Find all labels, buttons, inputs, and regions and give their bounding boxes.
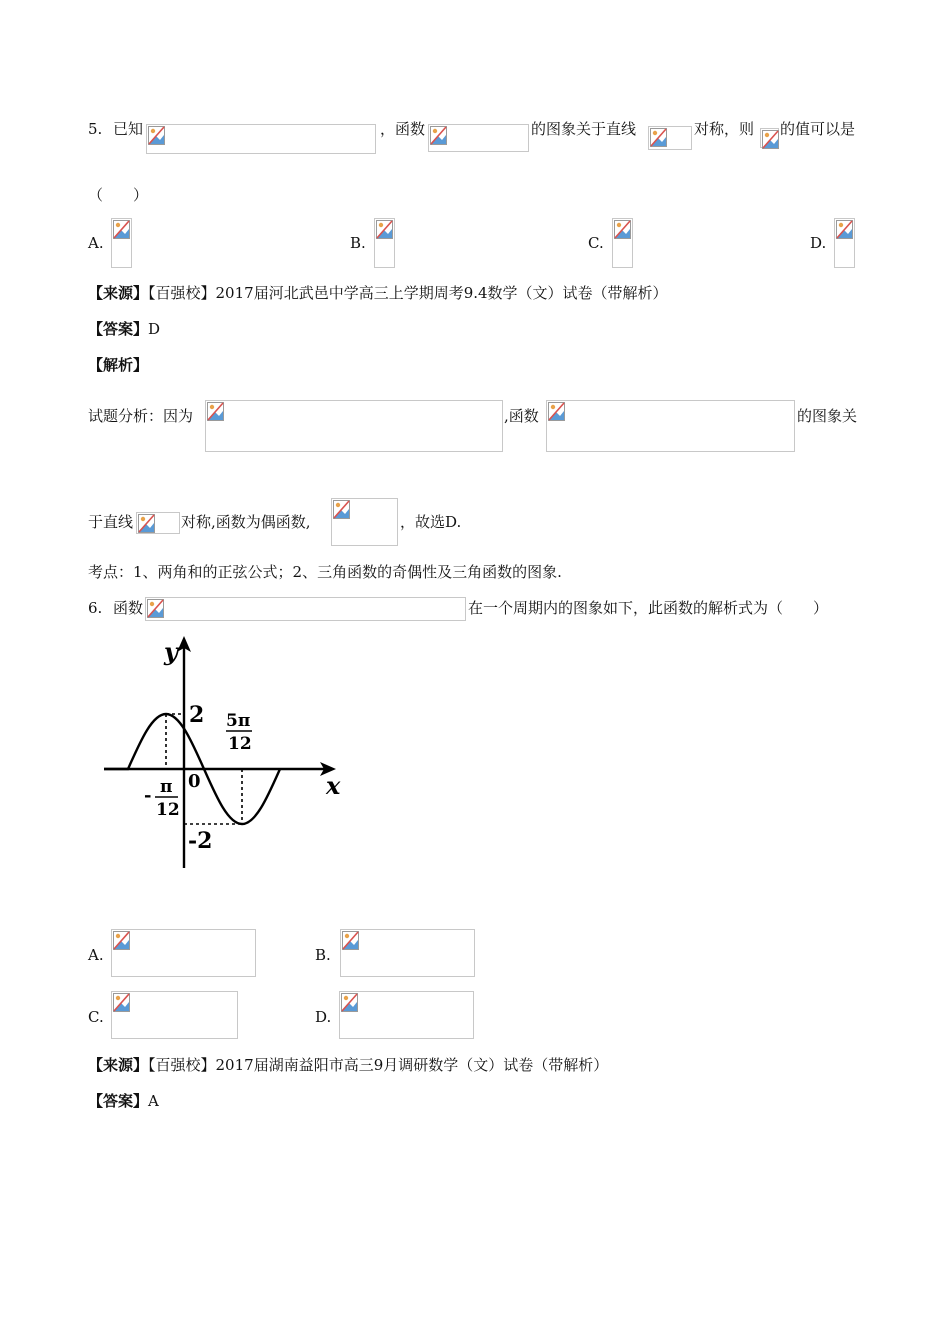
broken-image-icon xyxy=(430,126,447,145)
broken-image-icon xyxy=(614,220,631,239)
q5-stem xyxy=(88,118,102,140)
broken-image-icon xyxy=(341,993,358,1012)
q5-option-d-image xyxy=(834,218,855,268)
q5-analysis-text-6: ，故选D. xyxy=(400,513,462,531)
broken-image-icon xyxy=(113,993,130,1012)
q6-option-c-label: C. xyxy=(88,1008,104,1026)
label-five-pi: 5π xyxy=(226,711,251,731)
q5-analysis-text-3: 的图象关 xyxy=(797,407,858,425)
broken-image-icon xyxy=(147,599,164,618)
q5-formula-image-3 xyxy=(648,126,692,150)
q6-option-a-image xyxy=(111,929,256,977)
broken-image-icon xyxy=(650,128,667,147)
q5-kaodian: 考点：1、两角和的正弦公式；2、三角函数的奇偶性及三角函数的图象. xyxy=(88,563,562,581)
q6-answer: 【答案】A xyxy=(88,1092,159,1110)
broken-image-icon xyxy=(148,126,165,145)
broken-image-icon xyxy=(113,220,130,239)
q5-paren: （ ） xyxy=(88,186,149,204)
q5-option-d-label: D. xyxy=(810,234,827,252)
q6-number: 6. xyxy=(88,599,103,617)
q5-text-4: 对称，则 xyxy=(694,120,755,138)
q5-text-5: 的值可以是 xyxy=(780,120,856,138)
q6-option-a-label: A. xyxy=(88,946,104,964)
label-twelve-left: 12 xyxy=(156,800,180,820)
broken-image-icon xyxy=(138,514,155,533)
q5-analysis-image-3 xyxy=(136,512,180,534)
q6-option-c-image xyxy=(111,991,238,1039)
label-neg-sign: - xyxy=(144,785,152,806)
broken-image-icon xyxy=(762,130,779,149)
q6-option-d-label: D. xyxy=(315,1008,332,1026)
q6-sine-graph xyxy=(98,632,358,872)
q5-answer: 【答案】D xyxy=(88,320,161,338)
q5-analysis-image-1 xyxy=(205,400,503,452)
q5-option-c-image xyxy=(612,218,633,268)
q6-text-2: 在一个周期内的图象如下，此函数的解析式为（ ） xyxy=(468,599,829,617)
q5-option-b-image xyxy=(374,218,395,268)
broken-image-icon xyxy=(548,402,565,421)
q5-formula-image-2 xyxy=(428,124,529,152)
q6-option-b-image xyxy=(340,929,475,977)
q5-option-a-label: A. xyxy=(88,234,104,252)
q5-analysis-heading: 【解析】 xyxy=(88,356,149,374)
label-pi-left: π xyxy=(160,777,173,797)
q6-option-b-label: B. xyxy=(315,946,331,964)
q5-analysis-image-2 xyxy=(546,400,795,452)
q6-source: 【来源】【百强校】2017届湖南益阳市高三9月调研数学（文）试卷（带解析） xyxy=(88,1056,609,1074)
q5-analysis-text-4: 于直线 xyxy=(88,513,134,531)
q5-source: 【来源】【百强校】2017届河北武邑中学高三上学期周考9.4数学（文）试卷（带解析） xyxy=(88,284,668,302)
q5-option-c-label: C. xyxy=(588,234,604,252)
q5-text-1: 已知 xyxy=(113,120,144,138)
q6-formula-image xyxy=(145,597,466,621)
q5-number: 5. xyxy=(88,120,103,138)
broken-image-icon xyxy=(376,220,393,239)
q5-analysis-text-2: ,函数 xyxy=(504,407,539,425)
label-zero: 0 xyxy=(188,771,201,792)
label-two: 2 xyxy=(189,702,205,728)
label-neg-two: -2 xyxy=(188,828,213,854)
q5-formula-image-4 xyxy=(760,128,779,148)
broken-image-icon xyxy=(836,220,853,239)
q6-option-d-image xyxy=(339,991,474,1039)
broken-image-icon xyxy=(333,500,350,519)
q5-option-b-label: B. xyxy=(350,234,366,252)
q5-formula-image-1 xyxy=(146,124,376,154)
y-axis-label: y xyxy=(164,637,178,666)
q5-option-a-image xyxy=(111,218,132,268)
broken-image-icon xyxy=(113,931,130,950)
broken-image-icon xyxy=(207,402,224,421)
label-twelve-right: 12 xyxy=(228,734,252,754)
q6-text-1: 函数 xyxy=(113,599,144,617)
q5-text-3: 的图象关于直线 xyxy=(531,120,637,138)
broken-image-icon xyxy=(342,931,359,950)
q5-analysis-text-5: 对称,函数为偶函数, xyxy=(181,513,311,531)
x-axis-label: x xyxy=(326,771,341,800)
q5-analysis-image-4 xyxy=(331,498,398,546)
q5-text-2: ，函数 xyxy=(380,120,426,138)
q5-analysis-text-1: 试题分析：因为 xyxy=(88,407,194,425)
